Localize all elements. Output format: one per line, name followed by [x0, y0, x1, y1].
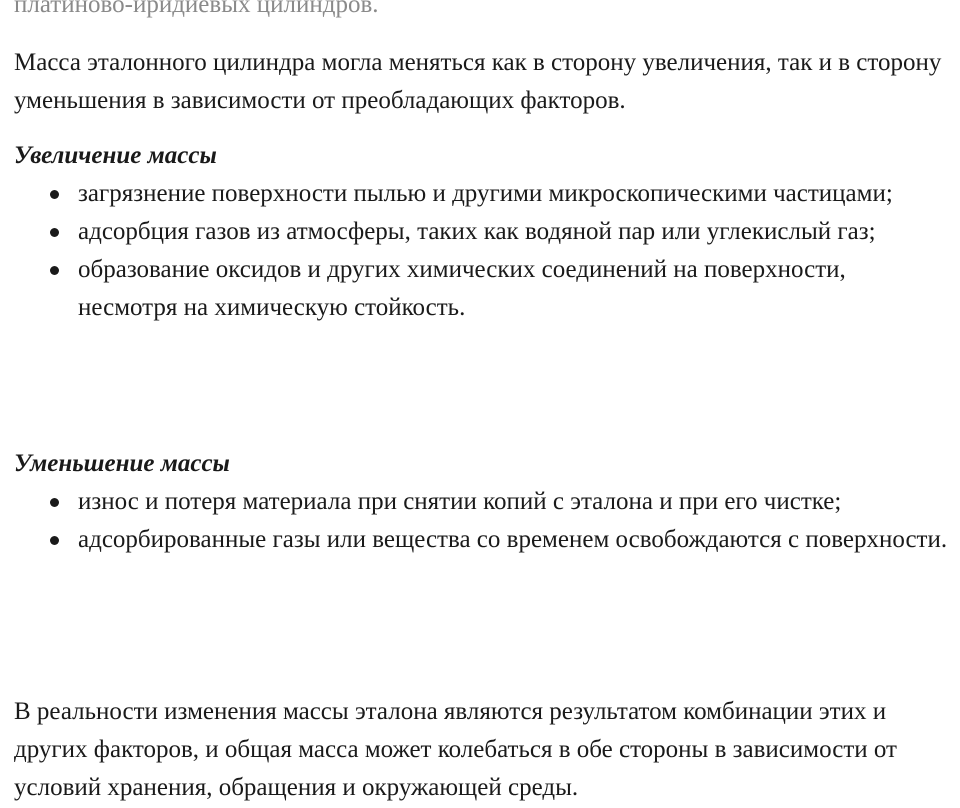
list-item	[14, 213, 950, 251]
list-item-text: образование оксидов и других химических соединений на поверхности, несмотря на химическую стойкость.	[78, 256, 846, 321]
list-item-text: износ и потеря материала при снятии копий с эталона и при его чистке;	[78, 488, 842, 515]
bullet-icon	[50, 536, 59, 545]
bullet-icon	[50, 228, 59, 237]
previous-text-fragment: платиново-иридиевых цилиндров.	[14, 0, 379, 18]
increase-list	[14, 175, 950, 327]
bullet-icon	[50, 190, 59, 199]
intro-paragraph: Масса эталонного цилиндра могла меняться как в сторону увеличения, так и в сторону уменьшения в зависимости от преобладающих факторов.	[14, 49, 942, 114]
list-item-text: адсорбция газов из атмосферы, таких как водяной пар или углекислый газ;	[78, 218, 876, 245]
list-item	[14, 521, 950, 559]
list-item	[14, 175, 950, 213]
decrease-list	[14, 483, 950, 559]
list-item	[14, 251, 950, 327]
list-item-text: загрязнение поверхности пылью и другими микроскопическими частицами;	[78, 180, 893, 207]
conclusion-paragraph: В реальности изменения массы эталона являются результатом комбинации этих и других факторов, и общая масса может колебаться в обе стороны в зависимости от условий хранения, обращения и окружающей среды.	[14, 698, 897, 801]
bullet-icon	[50, 266, 59, 275]
bullet-icon	[50, 498, 59, 507]
heading-decrease: Уменьшение массы	[14, 450, 230, 477]
list-item-text: адсорбированные газы или вещества со временем освобождаются с поверхности.	[78, 526, 948, 553]
heading-increase: Увеличение массы	[14, 142, 217, 169]
list-item	[14, 483, 950, 521]
